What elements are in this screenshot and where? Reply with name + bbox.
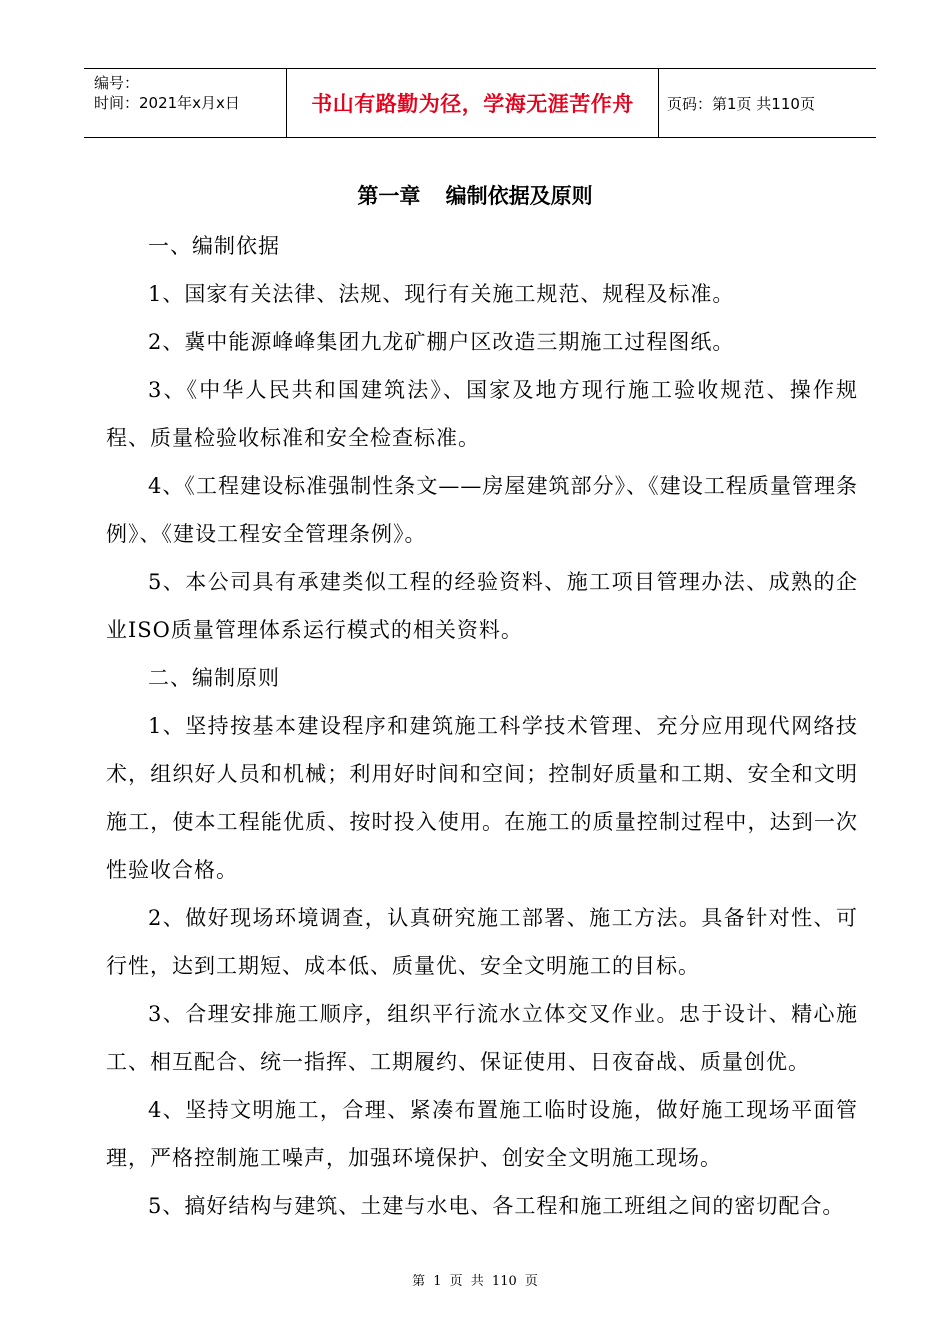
principle-item: 4、坚持文明施工，合理、紧凑布置施工临时设施，做好施工现场平面管理，严格控制施工噪声，加强环境保护、创安全文明施工现场。	[106, 1098, 858, 1170]
number-label: 编号：	[94, 74, 140, 92]
principle-item: 3、合理安排施工顺序，组织平行流水立体交叉作业。忠于设计、精心施工、相互配合、统一指挥、工期履约、保证使用、日夜奋战、质量创优。	[106, 1002, 858, 1074]
document-body	[106, 222, 858, 1230]
section-heading: 二、编制原则	[148, 666, 280, 690]
basis-item: 3、《中华人民共和国建筑法》、国家及地方现行施工验收规范、操作规程、质量检验收标准和安全检查标准。	[106, 378, 858, 450]
header-motto: 书山有路勤为径，学海无涯苦作舟	[286, 69, 659, 137]
principle-item: 2、做好现场环境调查，认真研究施工部署、施工方法。具备针对性、可行性，达到工期短、成本低、质量优、安全文明施工的目标。	[106, 906, 858, 978]
basis-item: 4、《工程建设标准强制性条文——房屋建筑部分》、《建设工程质量管理条例》、《建设工程安全管理条例》。	[106, 474, 858, 546]
principle-item: 1、坚持按基本建设程序和建筑施工科学技术管理、充分应用现代网络技术，组织好人员和机械；利用好时间和空间；控制好质量和工期、安全和文明施工，使本工程能优质、按时投入使用。在施工的质量控制过程中，达到一次性验收合格。	[106, 714, 858, 882]
basis-item: 2、冀中能源峰峰集团九龙矿棚户区改造三期施工过程图纸。	[148, 330, 735, 354]
principle-item: 5、搞好结构与建筑、土建与水电、各工程和施工班组之间的密切配合。	[148, 1194, 845, 1218]
basis-item: 5、本公司具有承建类似工程的经验资料、施工项目管理办法、成熟的企业ISO质量管理体系运行模式的相关资料。	[106, 570, 858, 642]
header-page-info: 页码：第1页 共110页	[667, 94, 815, 113]
header-table	[84, 68, 876, 138]
basis-item: 1、国家有关法律、法规、现行有关施工规范、规程及标准。	[148, 282, 735, 306]
page-footer: 第 1 页 共 110 页	[412, 1274, 538, 1289]
header-meta-cell	[84, 69, 286, 137]
time-label: 时间：2021年x月x日	[94, 94, 240, 112]
chapter-title: 第一章 编制依据及原则	[357, 184, 593, 208]
section-heading: 一、编制依据	[148, 234, 280, 258]
